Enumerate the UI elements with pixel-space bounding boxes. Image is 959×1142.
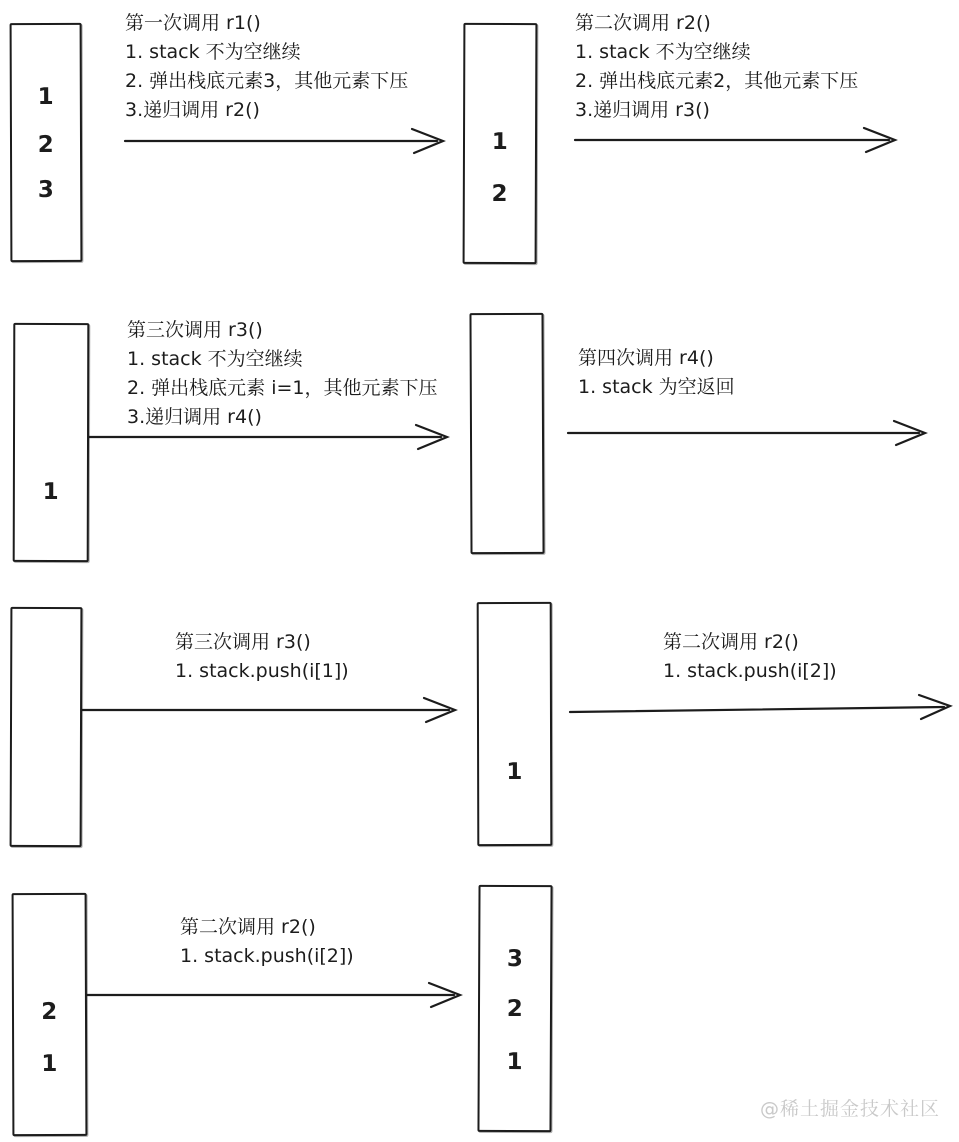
stack-value: 3 bbox=[37, 176, 55, 204]
stack-box bbox=[463, 23, 538, 264]
annotation-line: 3.递归调用 r4() bbox=[127, 406, 262, 428]
annotation-line: 1. stack 不为空继续 bbox=[575, 41, 751, 63]
annotation-line: 1. stack 不为空继续 bbox=[125, 41, 301, 63]
stack-box bbox=[10, 607, 83, 847]
stack-value: 1 bbox=[42, 478, 60, 506]
arrow-icon bbox=[80, 698, 455, 722]
annotation-title: 第一次调用 r1() bbox=[125, 12, 261, 34]
stack-box bbox=[477, 885, 552, 1132]
annotation-line: 1. stack.push(i[1]) bbox=[175, 660, 349, 682]
annotation-title: 第二次调用 r2() bbox=[575, 12, 711, 34]
annotation bbox=[663, 628, 837, 686]
arrow-icon bbox=[125, 129, 443, 153]
stack-value: 2 bbox=[491, 180, 509, 208]
annotation-line: 2. 弹出栈底元素 i=1，其他元素下压 bbox=[127, 377, 438, 399]
stack-value: 2 bbox=[37, 131, 55, 159]
annotation-title: 第二次调用 r2() bbox=[180, 916, 316, 938]
watermark: @稀土掘金技术社区 bbox=[760, 1098, 941, 1120]
stack-value: 3 bbox=[506, 945, 524, 973]
annotation-title: 第二次调用 r2() bbox=[663, 631, 799, 653]
stack-value: 1 bbox=[41, 1050, 58, 1078]
annotation-line: 1. stack 为空返回 bbox=[578, 376, 735, 398]
stack-box bbox=[10, 23, 83, 262]
stack-box bbox=[477, 602, 553, 846]
annotation bbox=[175, 628, 349, 686]
arrow-icon bbox=[568, 421, 925, 445]
annotation-line: 3.递归调用 r3() bbox=[575, 99, 710, 121]
annotation-title: 第三次调用 r3() bbox=[175, 631, 311, 653]
annotation-line: 2. 弹出栈底元素3，其他元素下压 bbox=[125, 70, 409, 92]
stack-box bbox=[13, 323, 90, 562]
stack-box bbox=[12, 893, 88, 1136]
stack-value: 1 bbox=[506, 1048, 524, 1076]
annotation-line: 2. 弹出栈底元素2，其他元素下压 bbox=[575, 70, 859, 92]
annotation-line: 1. stack 不为空继续 bbox=[127, 348, 303, 370]
annotation bbox=[578, 344, 735, 402]
annotation-line: 1. stack.push(i[2]) bbox=[663, 660, 837, 682]
stack-box bbox=[469, 313, 544, 554]
stack-value: 2 bbox=[41, 998, 58, 1026]
stack-value: 1 bbox=[506, 758, 523, 786]
annotation bbox=[125, 9, 408, 125]
annotation bbox=[575, 9, 858, 125]
arrow-icon bbox=[83, 983, 460, 1007]
annotation-title: 第三次调用 r3() bbox=[127, 319, 263, 341]
annotation-line: 1. stack.push(i[2]) bbox=[180, 945, 354, 967]
arrow-icon bbox=[570, 695, 950, 719]
annotation-title: 第四次调用 r4() bbox=[578, 347, 714, 369]
annotation bbox=[127, 316, 438, 432]
stack-value: 2 bbox=[506, 995, 524, 1023]
stack-value: 1 bbox=[37, 83, 55, 111]
annotation bbox=[180, 913, 354, 971]
stack-value: 1 bbox=[491, 128, 509, 156]
arrow-icon bbox=[575, 128, 895, 152]
annotation-line: 3.递归调用 r2() bbox=[125, 99, 260, 121]
